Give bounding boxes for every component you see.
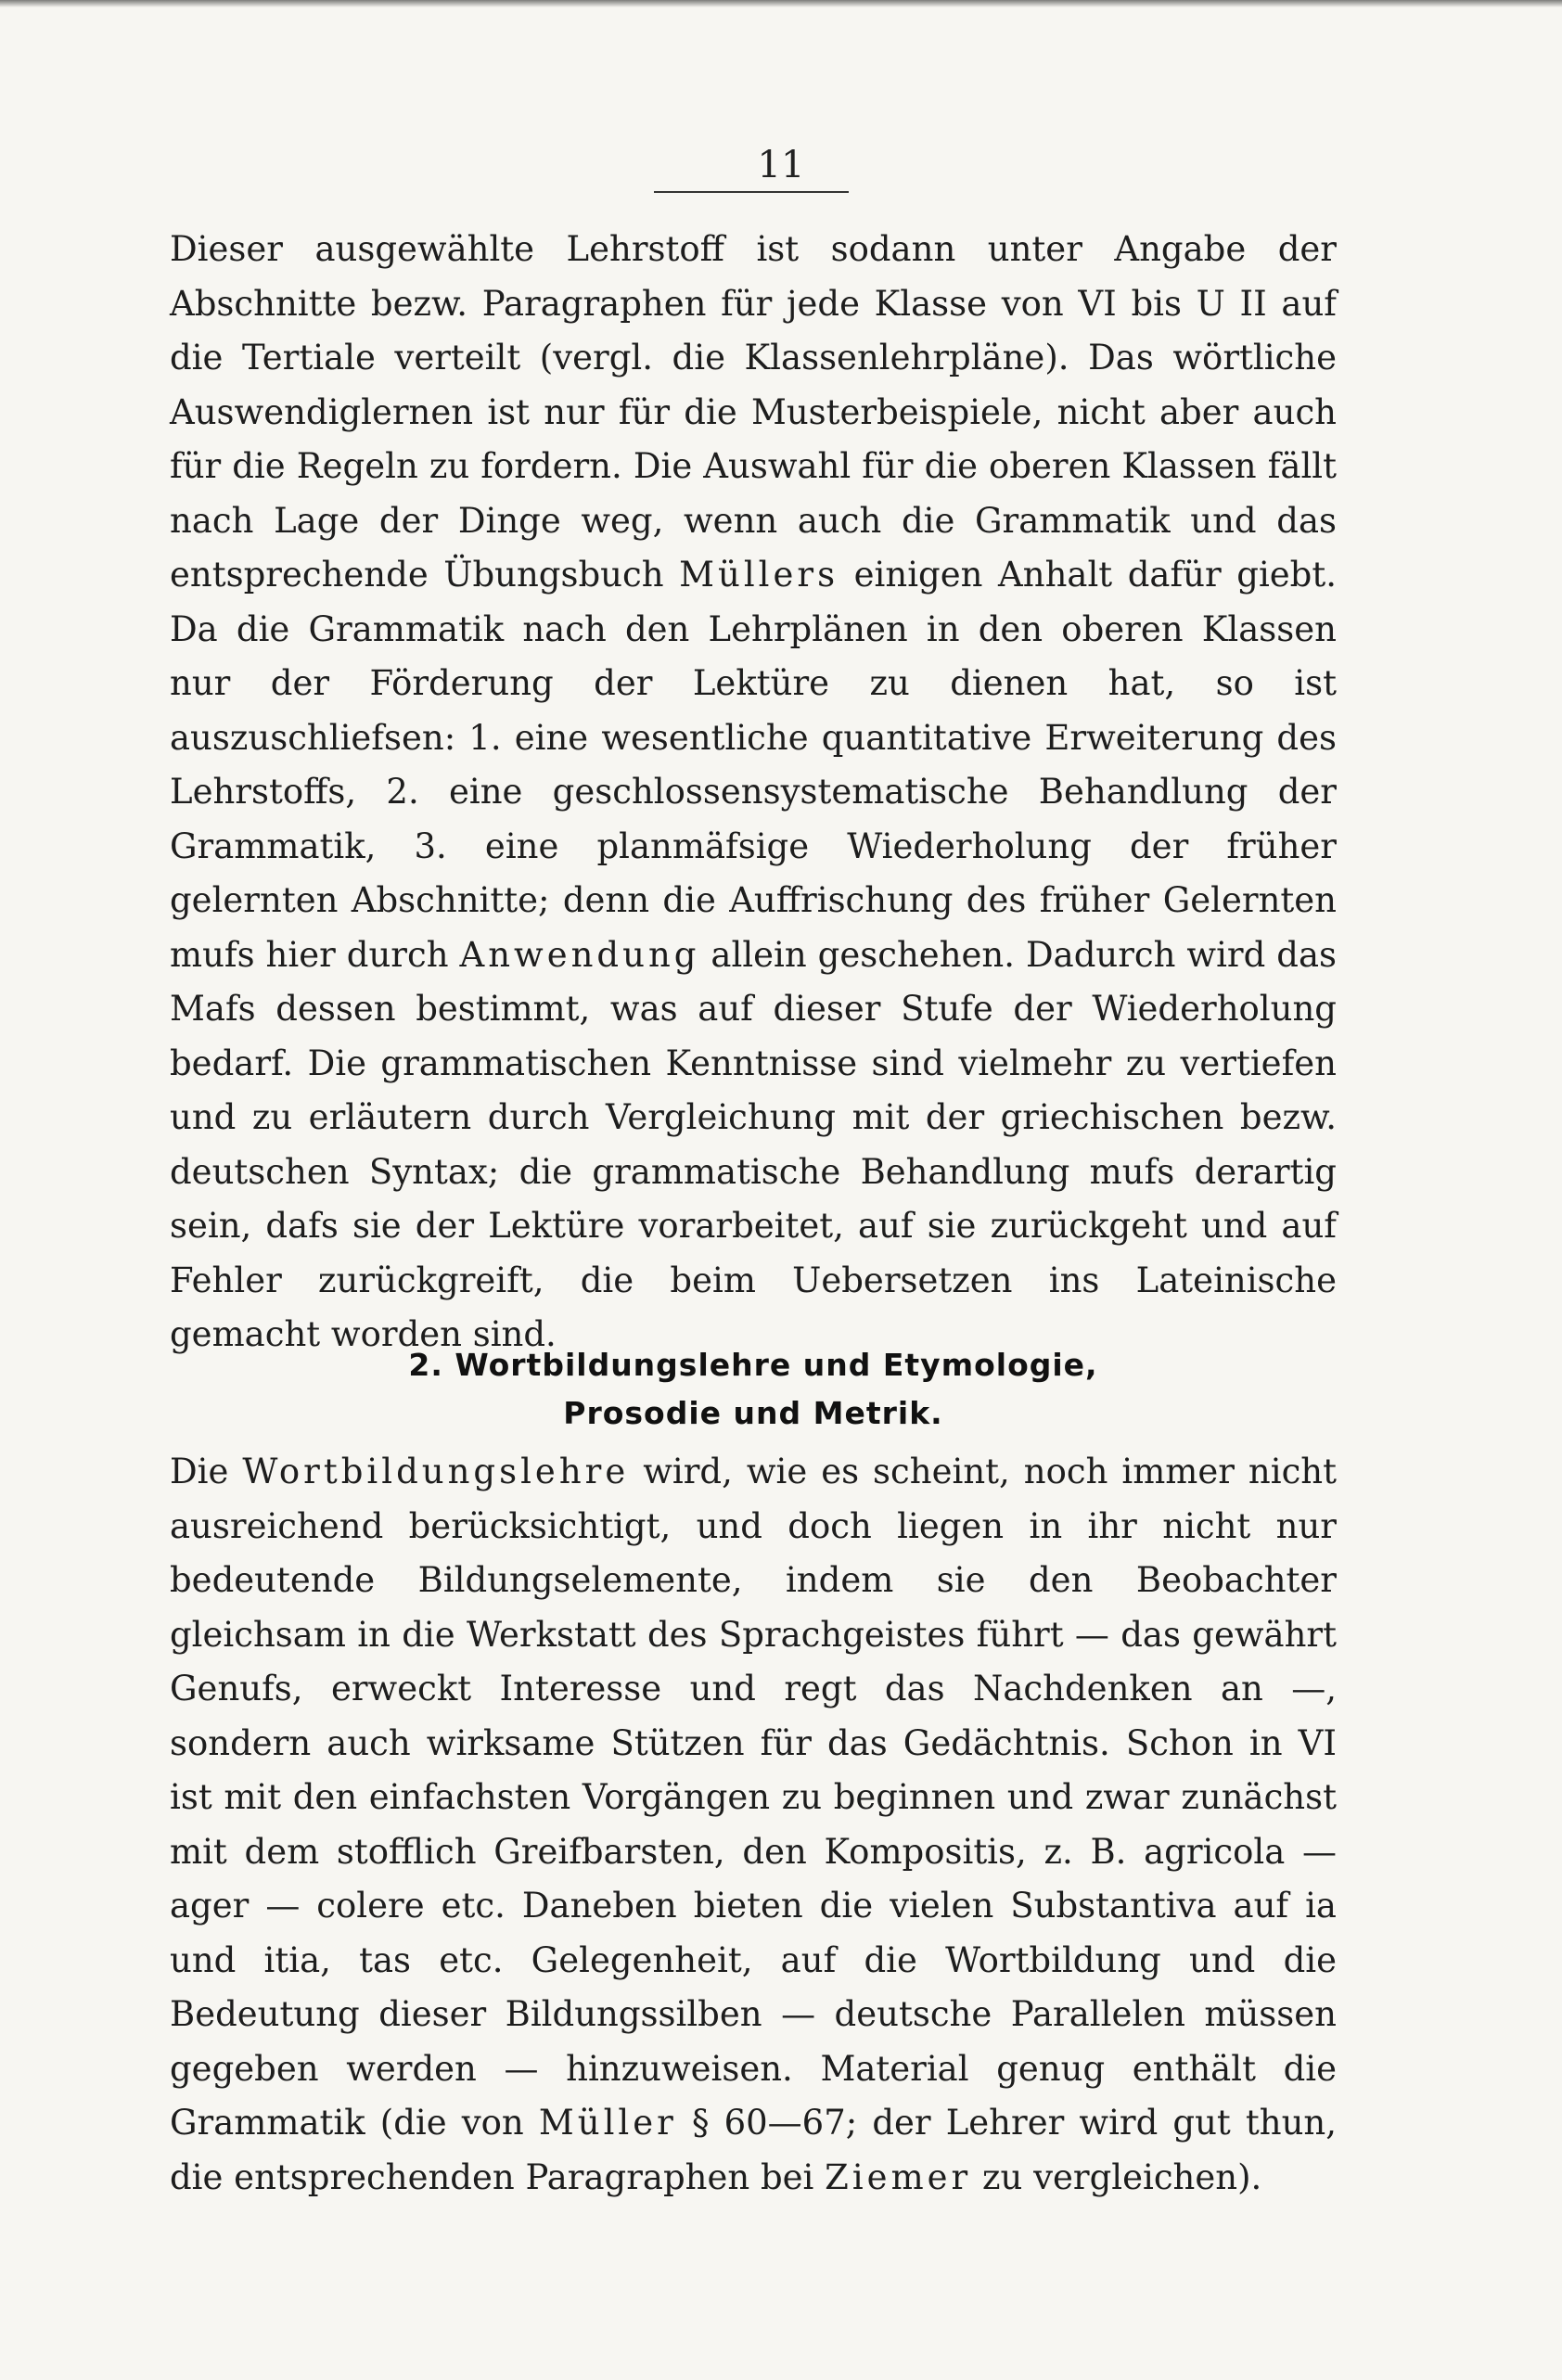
page-top-edge bbox=[0, 0, 1562, 7]
paragraph-word-formation bbox=[170, 1445, 1337, 2205]
emphasized-name: Müllers bbox=[679, 555, 839, 595]
emphasized-name: Ziemer bbox=[825, 2156, 972, 2197]
text-run: einigen Anhalt dafür giebt. Da die Grammatik nach den Lehrplänen in den oberen Klassen nur der Förderung der Lektüre zu dienen hat, so ist auszuschliefsen: 1. eine wesentliche quantitative Erweiterung des Lehrstoffs, 2. eine geschlossensystematische Behandlung der Grammatik, 3. eine planmäfsige Wiederholung der früher gelernten Abschnitte; denn die Auffrischung des früher Gelernten mufs hier durch bbox=[170, 555, 1337, 975]
emphasized-name: Müller bbox=[538, 2103, 677, 2143]
section-heading-line-2: Prosodie und Metrik. bbox=[563, 1395, 943, 1431]
text-run: Dieser ausgewählte Lehrstoff ist sodann unter Angabe der Abschnitte bezw. Paragraphen für jede Klasse von VI bis U II auf die Tertiale verteilt (vergl. die Klassenlehrpläne). Das wörtliche Auswendiglernen ist nur für die Musterbeispiele, nicht aber auch für die Regeln zu fordern. Die Auswahl für die oberen Klassen fällt nach Lage der Dinge weg, wenn auch die Grammatik und das entsprechende Übungsbuch bbox=[170, 229, 1337, 595]
text-run: Die bbox=[170, 1452, 243, 1491]
text-run: § 60—67; der Lehrer wird gut thun, die entsprechenden Paragraphen bei bbox=[170, 2103, 1338, 2197]
paragraph-grammar-selection bbox=[170, 223, 1337, 1363]
text-run: zu vergleichen). bbox=[971, 2156, 1262, 2197]
text-run: wird, wie es scheint, noch immer nicht ausreichend berücksichtigt, und doch liegen in ihr nicht nur bedeutende Bildungselemente, indem sie den Beobachter gleichsam in die Werkstatt des Sprachgeistes führt — das gewährt Genufs, erweckt Interesse und regt das Nachdenken an —, sondern auch wirksame Stützen für das Gedächtnis. Schon in VI ist mit den einfachsten Vorgängen zu beginnen und zwar zunächst mit dem stofflich Greifbarsten, den Kompositis, z. B. agricola — ager — colere etc. Daneben bieten die vielen Substantiva auf ia und itia, tas etc. Gelegenheit, auf die Wortbildung und die Bedeutung dieser Bildungssilben — deutsche Parallelen müssen gegeben werden — hinzuweisen. Material genug enthält die Grammatik (die von bbox=[170, 1452, 1338, 2143]
section-heading bbox=[170, 1341, 1337, 1438]
section-heading-line-1: 2. Wortbildungslehre und Etymologie, bbox=[408, 1347, 1098, 1383]
emphasized-word: Anwendung bbox=[459, 934, 700, 975]
text-run: allein geschehen. Dadurch wird das Mafs dessen bestimmt, was auf dieser Stufe der Wiederholung bedarf. Die grammatischen Kenntnisse sind vielmehr zu vertiefen und zu erläutern durch Vergleichung mit der griechischen bezw. deutschen Syntax; die grammatische Behandlung mufs derartig sein, dafs sie der Lektüre vorarbeitet, auf sie zurückgeht und auf Fehler zurückgreift, die beim Uebersetzen ins Lateinische gemacht worden sind. bbox=[170, 934, 1337, 1354]
emphasized-word: Wortbildungslehre bbox=[242, 1452, 630, 1491]
page-number-rule bbox=[654, 191, 849, 193]
page-number: 11 bbox=[757, 144, 805, 186]
